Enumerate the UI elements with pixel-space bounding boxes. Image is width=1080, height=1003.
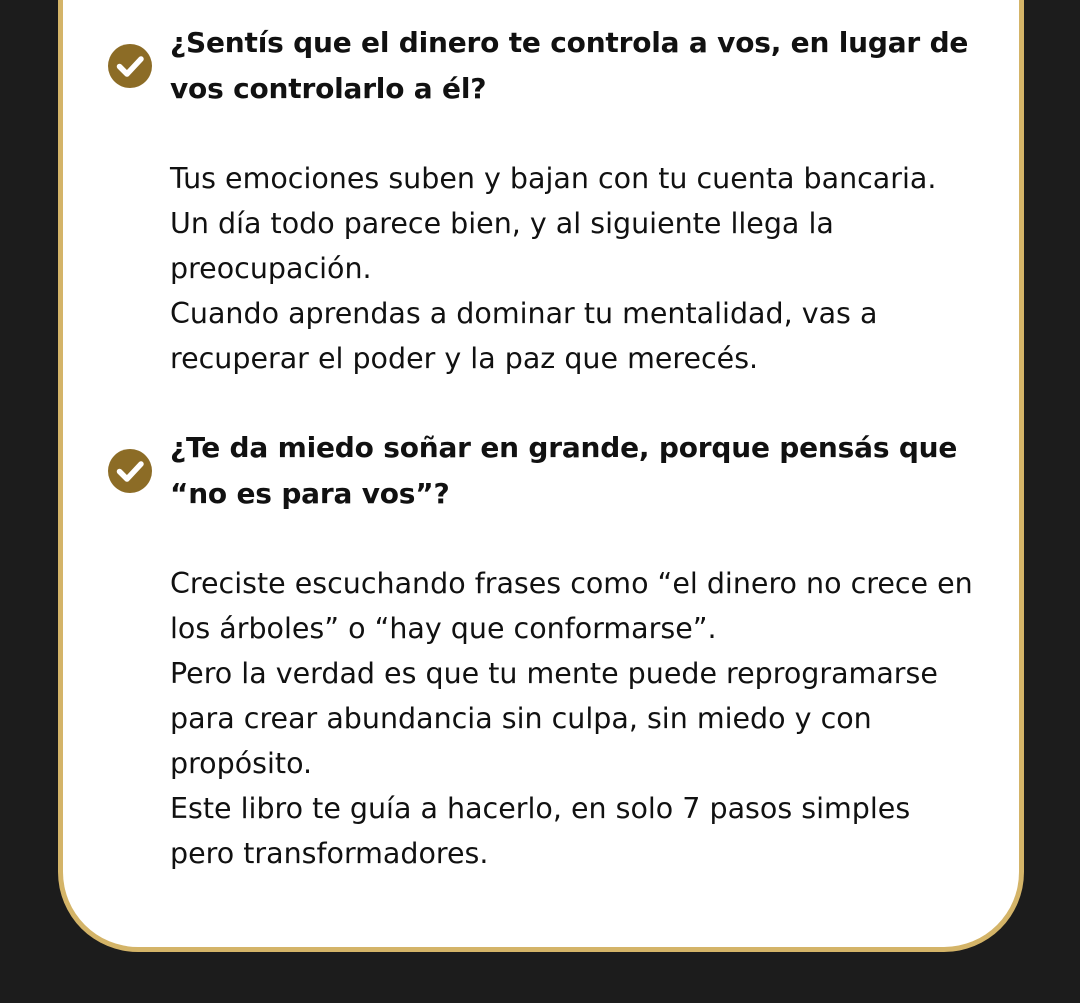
check-circle-icon [108, 449, 152, 493]
answer-paragraph: Tus emociones suben y bajan con tu cuenta bancaria. Un día todo parece bien, y al siguiente llega la preocupación. [170, 162, 937, 285]
faq-answer [170, 561, 980, 876]
answer-paragraph: Cuando aprendas a dominar tu mentalidad, vas a recuperar el poder y la paz que merecés. [170, 297, 878, 375]
faq-item-dream-big [170, 425, 980, 876]
faq-answer [170, 156, 980, 381]
answer-paragraph: Creciste escuchando frases como “el dinero no crece en los árboles” o “hay que conformarse”. [170, 567, 973, 645]
answer-paragraph: Pero la verdad es que tu mente puede reprogramarse para crear abundancia sin culpa, sin miedo y con propósito. [170, 657, 938, 780]
answer-paragraph: Este libro te guía a hacerlo, en solo 7 pasos simples pero transformadores. [170, 792, 911, 870]
faq-question: ¿Sentís que el dinero te controla a vos, en lugar de vos controlarlo a él? [170, 26, 969, 105]
check-circle-icon [108, 44, 152, 88]
faq-item-money-control [170, 20, 980, 381]
faq-question: ¿Te da miedo soñar en grande, porque pensás que “no es para vos”? [170, 431, 958, 510]
